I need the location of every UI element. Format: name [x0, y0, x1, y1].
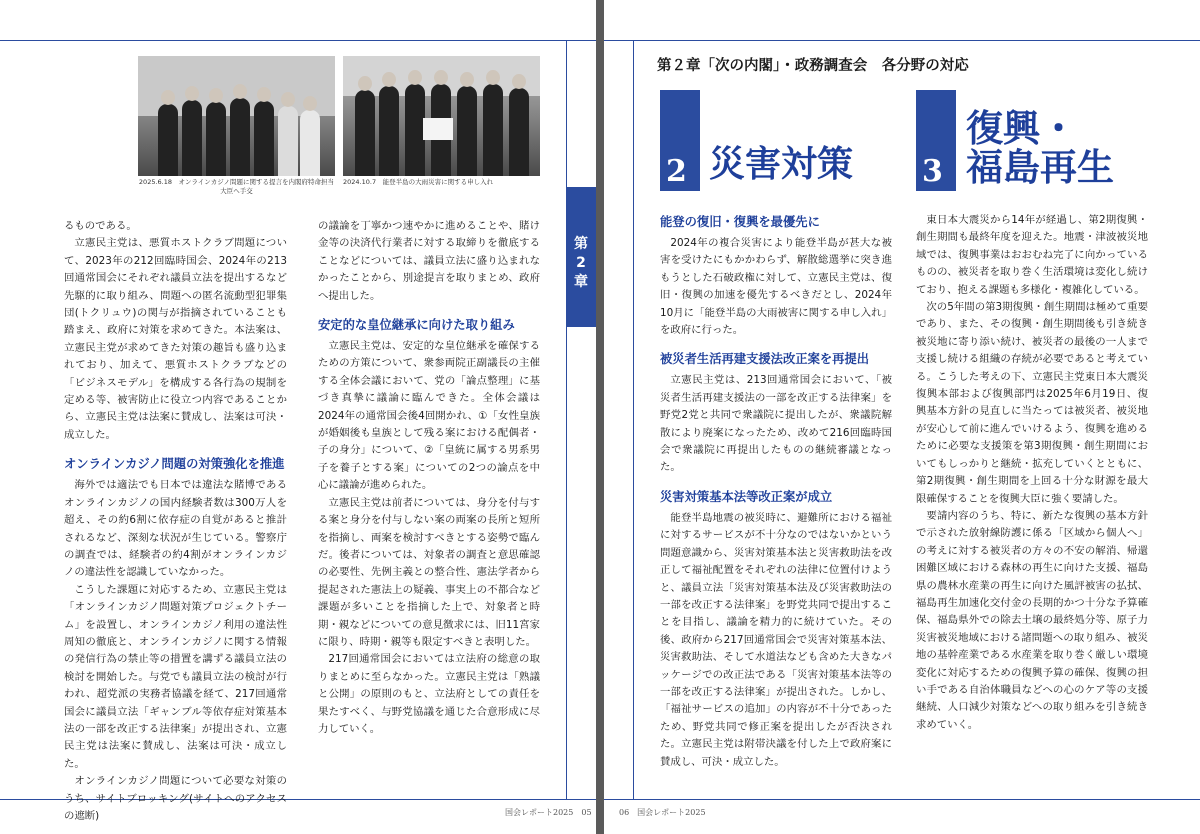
right-page-column-1 [660, 214, 892, 771]
chapter-tab-char: 章 [574, 274, 588, 290]
section-heading-noto-recovery: 能登の復旧・復興を最優先に [660, 215, 820, 229]
section-heading-disaster-basic-act: 災害対策基本法等改正案が成立 [660, 489, 833, 504]
paragraph: 立憲民主党は、安定的な皇位継承を確保するための方策について、衆参両院正副議長の主催する全体会議において、党の「論点整理」に基づき真摯に議論に臨んできた。全体会議は2024年の通常国会後4回開かれ、①「女性皇族が婚姻後も皇族として残る案における配偶者・子の身分」について、②「皇統に属する男系男子を養子とする案」についての2つの論点を中心に議論が進められた。 [318, 340, 540, 492]
paragraph: 217回通常国会においては立法府の総意の取りまとめに至らなかった。立憲民主党は「熟議と公開」の原則のもと、立法府としての責任を果たすべく、与野党協議を通じた合意形成に尽力していく。 [318, 653, 540, 735]
photo-caption-1: 2025.6.18 オンラインカジノ問題に関する提言を内閣府特命担当 大臣へ手交 [138, 178, 335, 195]
right-page [604, 0, 1200, 834]
paragraph: 立憲民主党は前者については、身分を付与する案と身分を付与しない案の両案の長所と短所を指摘し、両案を検討すべきとする姿勢で臨んだ。後者については、対象者の調査と意思確認の必要性、先例主義との整合性、憲法学者から提起された憲法上の疑義、事実上の不都合など課題が多いことを指摘した上で、対象者と時期・親などについての意見徴求には、旧11宮家に限り、時期・親等も限定すべきと表明した。 [318, 496, 540, 648]
paragraph: るものである。 [64, 220, 137, 232]
section-3-number: 3 [922, 154, 943, 189]
paragraph: 海外では適法でも日本では違法な賭博であるオンラインカジノの国内経験者数は300万人を超え、その約6割に依存症の自覚があると推計されるなど、深刻な状況が生じている。警察庁の調査では、経験者の約4割がオンラインカジノの違法性を認識していなかった。 [64, 479, 287, 579]
margin-rule [633, 40, 634, 800]
photo-caption-2: 2024.10.7 能登半島の大雨災害に関する申し入れ [343, 178, 494, 186]
section-2-number: 2 [666, 154, 687, 189]
paragraph: の議論を丁寧かつ速やかに進めることや、賭け金等の決済代行業者に対する取締りを徹底することなどについては、議員立法に盛り込まれなかったことから、別途提言を取りまとめ、政府へ提出した。 [318, 220, 540, 302]
paragraph: 東日本大震災から14年が経過し、第2期復興・創生期間も最終年度を迎えた。地震・津波被災地域では、復興事業はおおむね完了に向かっているものの、被災者を取り巻く生活環境は変化し続けており、抱える課題も多様化・複雑化している。 [916, 214, 1148, 296]
page-number-right: 06 国会レポート2025 [619, 808, 706, 817]
bottom-rule [604, 799, 1200, 800]
chapter-heading: 第２章「次の内閣」・政務調査会 各分野の対応 [657, 58, 969, 74]
section-3-title: 復興・ 福島再生 [966, 107, 1114, 189]
top-rule [604, 40, 1200, 41]
paragraph: 次の5年間の第3期復興・創生期間は極めて重要であり、また、その復興・創生期間後も引き続き被災地に寄り添い続け、被災者の最後の一人まで支援し続ける組織の存続が必要であると考えている。こうした考えの下、立憲民主党東日本大震災復興本部および復興部門は2025年6月19日、復興基本方針の見直しに当たっては被災者、被災地が安心して前に進んでいけるよう、復興を進めるために必要な支援策を第3期復興・創生期間においてもしっかりと継続・拡充していくとともに、第2期復興・創生期間を上回る十分な財源を最大限確保することを復興大臣に強く要請した。 [916, 301, 1148, 505]
section-heading-disaster-victims-support: 被災者生活再建支援法改正案を再提出 [660, 352, 870, 367]
left-page [0, 0, 596, 834]
paragraph: 立憲民主党は、悪質ホストクラブ問題について、2023年の212回臨時国会、2024年の213回通常国会にそれぞれ議員立法を提出するなど先駆的に取り組み、問題への匿名流動型犯罪集団(トクリュウ)の関与が指摘されていることも踏まえ、政府に対策を求めてきた。本法案は、立憲民主党が求めてきた対策の趣旨も盛り込まれており、加えて、悪質ホストクラブなどの「ビジネスモデル」を構成する各行為の規制を定める等、被害防止に役立つ内容であることから、立憲民主党は法案に賛成し、法案は可決・成立した。 [64, 237, 287, 441]
paragraph: 立憲民主党は、213回通常国会において、「被災者生活再建支援法の一部を改正する法律案」を野党2党と共同で衆議院に提出したが、衆議院解散により廃案になったため、改めて216回臨時国会で衆議院に再提出したものの継続審議となった。 [660, 374, 892, 474]
section-2-title: 災害対策 [709, 144, 854, 185]
chapter-tab-char: 2 [576, 255, 586, 271]
section-heading-imperial-succession: 安定的な皇位継承に向けた取り組み [318, 318, 515, 333]
section-heading-online-casino: オンラインカジノ問題の対策強化を推進 [64, 457, 285, 472]
paragraph: 2024年の複合災害により能登半島が甚大な被害を受けたにもかかわらず、解散総選挙に突き進もうとした石破政権に対して、立憲民主党は、復旧・復興の加速を優先するべきだとし、2024年10月に「能登半島の大雨被害に関する申し入れ」を政府に行った。 [660, 237, 892, 337]
chapter-tab [566, 187, 596, 327]
paragraph: こうした課題に対応するため、立憲民主党は「オンラインカジノ問題対策プロジェクトチーム」を設置し、オンラインカジノ利用の違法性周知の徹底と、オンラインカジノに関する情報の発信行為の禁止等の措置を講ずる議員立法の検討を開始した。与党でも議員立法の検討が行われ、超党派の実務者協議を経て、217回通常国会に議員立法「ギャンブル等依存症対策基本法の一部を改正する法律案」が提出され、立憲民主党は法案に賛成し、法案は可決・成立した。 [64, 583, 287, 770]
left-page-column-2 [318, 218, 540, 738]
paragraph: 能登半島地震の被災時に、避難所における福祉に対するサービスが不十分なのではないかという問題意識から、災害対策基本法と災害救助法を改正して福祉配置をそれぞれの法律に位置付けようと、議員立法「災害対策基本法及び災害救助法の一部を改正する法律案」を野党共同で提出することを目指し、議論を精力的に続けていた。その後、政府から217回通常国会で災害対策基本法、災害救助法、そして水道法なども含めた大きなパッケージでの改正法である「災害対策基本法等の一部を改正する法律案」が提出された。しかし、「福祉サービスの追加」の内容が不十分であったため、野党共同で修正案を提出したが否決された。立憲民主党は附帯決議を付した上で政府案に賛成し、可決・成立した。 [660, 511, 892, 768]
paragraph: 要請内容のうち、特に、新たな復興の基本方針で示された放射線防護に係る「区域から個人へ」の考えに対する被災者の方々の不安の解消、帰還困難区域における森林の再生に向けた支援、福島県の農林水産業の再生に向けた風評被害の払拭、福島再生加速化交付金の長期的かつ十分な予算確保、福島県外での除去土壌の最終処分等、原子力災害被災地域における諸問題への取り組み、被災地の基幹産業である水産業を取り巻く厳しい環境変化に対応するための復興予算の確保、復興の担い手である自治体職員などへの心のケア等の支援継続、人口減少対策などへの取り組みを引き続き求めていく。 [916, 509, 1148, 731]
chapter-tab-char: 第 [574, 236, 588, 252]
photo-noto-request [343, 56, 540, 176]
top-rule [0, 40, 596, 41]
left-page-column-1 [64, 218, 287, 825]
page-number-left: 国会レポート2025 05 [505, 808, 592, 817]
margin-rule [566, 40, 567, 800]
paragraph: オンラインカジノ問題について必要な対策のうち、サイトブロッキング(サイトへのアクセスの遮断) [64, 775, 287, 822]
photo-casino-proposal [138, 56, 335, 176]
right-page-column-2 [916, 212, 1148, 734]
